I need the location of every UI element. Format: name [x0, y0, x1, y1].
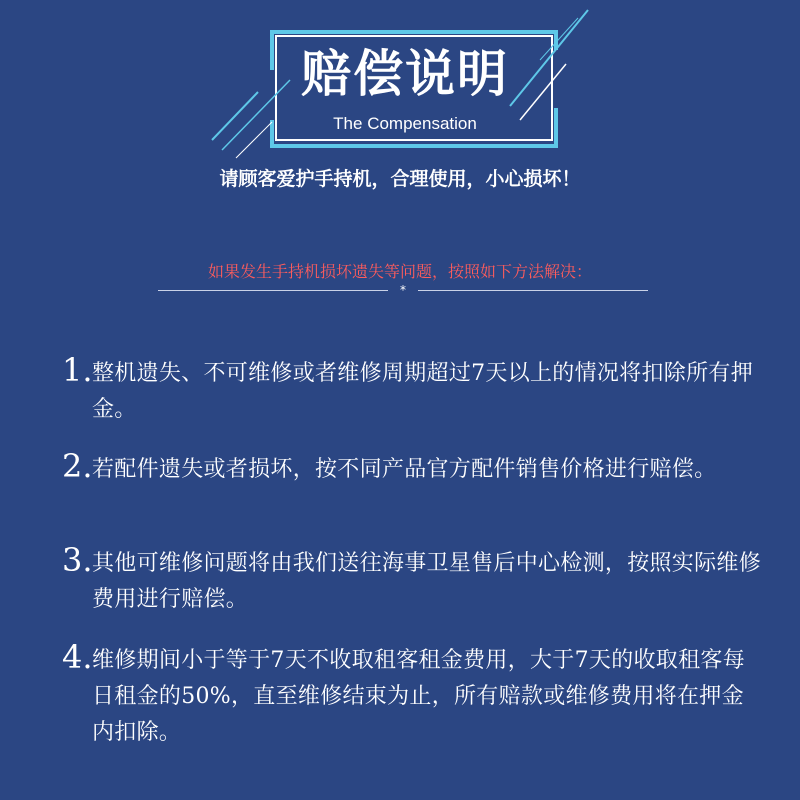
rule-item	[62, 638, 762, 751]
rule-number: 4.	[62, 638, 93, 676]
notice-divider	[158, 280, 648, 300]
divider-star-icon: *	[400, 283, 406, 297]
rule-number: 1.	[62, 351, 93, 389]
page-title: 赔偿说明	[301, 45, 509, 103]
rule-item	[62, 447, 762, 488]
page-subtitle: The Compensation	[333, 114, 477, 133]
rule-text: 若配件遗失或者损坏，按不同产品官方配件销售价格进行赔偿。	[92, 457, 717, 482]
rule-number: 2.	[62, 447, 93, 485]
divider-line-right	[418, 290, 648, 291]
divider-line-left	[158, 290, 388, 291]
care-slogan: 请顾客爱护手持机，合理使用，小心损坏！	[219, 168, 581, 190]
rule-text: 整机遗失、不可维修或者维修周期超过7天以上的情况将扣除所有押金。	[92, 361, 753, 422]
rule-text: 维修期间小于等于7天不收取租客租金费用，大于7天的收取租客每日租金的50%，直至维修结束为止，所有赔款或维修费用将在押金内扣除。	[92, 648, 745, 745]
rule-text: 其他可维修问题将由我们送往海事卫星售后中心检测，按照实际维修费用进行赔偿。	[92, 551, 762, 612]
rule-item	[62, 351, 762, 428]
rule-number: 3.	[62, 541, 93, 579]
notice-text: 如果发生手持机损坏遗失等问题，按照如下方法解决：	[207, 262, 592, 281]
rule-item	[62, 541, 762, 618]
